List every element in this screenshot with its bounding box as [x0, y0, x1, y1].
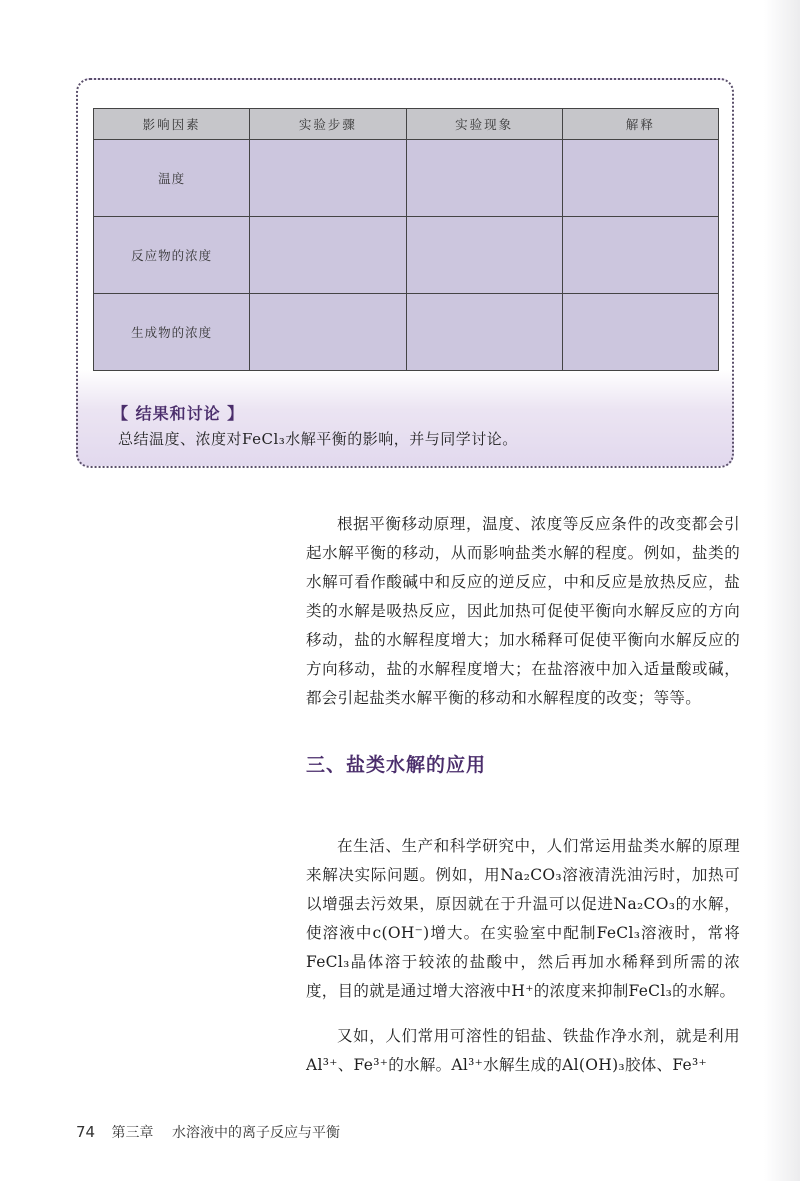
page-edge-shadow [764, 0, 800, 1181]
factor-cell: 生成物的浓度 [94, 294, 250, 371]
results-heading: 【 结果和讨论 】 [112, 404, 245, 423]
factor-cell: 温度 [94, 140, 250, 217]
table-cell [250, 140, 406, 217]
table-cell [406, 140, 562, 217]
table-header-row [94, 109, 719, 140]
page-number: 74 [76, 1123, 96, 1141]
chapter-title: 水溶液中的离子反应与平衡 [172, 1125, 340, 1141]
table-cell [406, 294, 562, 371]
factor-cell: 反应物的浓度 [94, 217, 250, 294]
header-factor: 影响因素 [94, 109, 250, 140]
results-text: 总结温度、浓度对FeCl₃水解平衡的影响，并与同学讨论。 [118, 430, 518, 448]
page-footer [76, 1122, 340, 1142]
header-steps: 实验步骤 [250, 109, 406, 140]
table-cell [250, 217, 406, 294]
paragraph-water-purification: 又如，人们常用可溶性的铝盐、铁盐作净水剂，就是利用Al³⁺、Fe³⁺的水解。Al³⁺水解生成的Al(OH)₃胶体、Fe³⁺ [306, 1027, 740, 1074]
table-row [94, 140, 719, 217]
table-cell [562, 140, 718, 217]
header-phenomena: 实验现象 [406, 109, 562, 140]
table-cell [562, 217, 718, 294]
table-cell [406, 217, 562, 294]
table-cell [250, 294, 406, 371]
section-heading: 三、盐类水解的应用 [306, 754, 487, 776]
chapter-label: 第三章 [111, 1125, 154, 1141]
table-row [94, 217, 719, 294]
table-row [94, 294, 719, 371]
header-explanation: 解释 [562, 109, 718, 140]
table-cell [562, 294, 718, 371]
paragraph-equilibrium: 根据平衡移动原理，温度、浓度等反应条件的改变都会引起水解平衡的移动，从而影响盐类水解的程度。例如，盐类的水解可看作酸碱中和反应的逆反应，中和反应是放热反应，盐类的水解是吸热反应，因此加热可促使平衡向水解反应的方向移动，盐的水解程度增大；加水稀释可促使平衡向水解反应的方向移动，盐的水解程度增大；在盐溶液中加入适量酸或碱，都会引起盐类水解平衡的移动和水解程度的改变；等等。 [306, 515, 740, 707]
paragraph-applications: 在生活、生产和科学研究中，人们常运用盐类水解的原理来解决实际问题。例如，用Na₂CO₃溶液清洗油污时，加热可以增强去污效果，原因就在于升温可以促进Na₂CO₃的水解，使溶液中c(OH⁻)增大。在实验室中配制FeCl₃溶液时，常将FeCl₃晶体溶于较浓的盐酸中，然后再加水稀释到所需的浓度，目的就是通过增大溶液中H⁺的浓度来抑制FeCl₃的水解。 [306, 837, 740, 1000]
factor-table [93, 108, 719, 371]
